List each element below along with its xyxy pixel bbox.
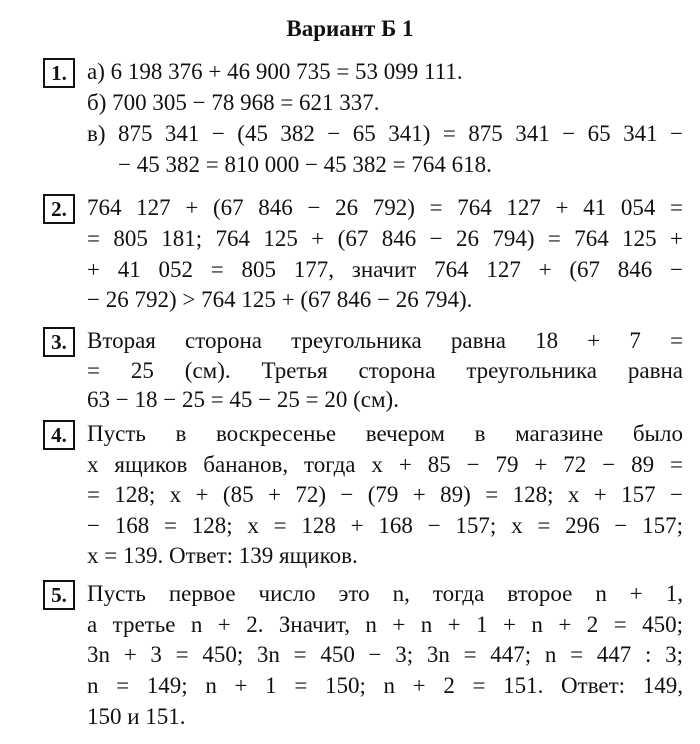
- problem-4-line: = 128; x + (85 + 72) − (79 + 89) = 128; x + 157 −: [87, 482, 683, 507]
- problem-number-5: 5.: [43, 580, 75, 610]
- problem-4-line: x ящиков бананов, тогда x + 85 − 79 + 72 − 89 =: [87, 452, 683, 477]
- problem-5-line: Пусть первое число это n, тогда второе n + 1,: [87, 581, 683, 606]
- problem-number-2: 2.: [43, 194, 75, 224]
- problem-1-line: в) 875 341 − (45 382 − 65 341) = 875 341 − 65 341 −: [87, 121, 683, 146]
- problem-number-3: 3.: [43, 327, 75, 357]
- problem-5-line: n = 149; n + 1 = 150; n + 2 = 151. Ответ: 149,: [87, 673, 683, 698]
- problem-number-1: 1.: [43, 58, 75, 88]
- problem-3-line: = 25 (см). Третья сторона треугольника равна: [87, 358, 683, 383]
- problem-4-line: Пусть в воскресенье вечером в магазине было: [87, 421, 683, 446]
- problem-4-line: x = 139. Ответ: 139 ящиков.: [87, 543, 358, 568]
- problem-number-4: 4.: [43, 420, 75, 450]
- problem-1-line: а) 6 198 376 + 46 900 735 = 53 099 111.: [87, 59, 463, 84]
- problem-2-line: = 805 181; 764 125 + (67 846 − 26 794) = 764 125 +: [87, 226, 683, 251]
- problem-2-line: 764 127 + (67 846 − 26 792) = 764 127 + 41 054 =: [87, 195, 683, 220]
- problem-3-line: Вторая сторона треугольника равна 18 + 7 =: [87, 328, 683, 353]
- problem-5-line: 3n + 3 = 450; 3n = 450 − 3; 3n = 447; n = 447 : 3;: [87, 642, 683, 667]
- problem-1-line: б) 700 305 − 78 968 = 621 337.: [87, 90, 380, 115]
- problem-2-line: + 41 052 = 805 177, значит 764 127 + (67 846 −: [87, 257, 683, 282]
- problem-3-line: 63 − 18 − 25 = 45 − 25 = 20 (см).: [87, 387, 399, 412]
- problem-1-line: − 45 382 = 810 000 − 45 382 = 764 618.: [118, 152, 492, 177]
- problem-4-line: − 168 = 128; x = 128 + 168 − 157; x = 296 − 157;: [87, 513, 683, 538]
- problem-5-line: а третье n + 2. Значит, n + n + 1 + n + 2 = 450;: [87, 612, 683, 637]
- problem-5-line: 150 и 151.: [87, 704, 186, 729]
- problem-2-line: − 26 792) > 764 125 + (67 846 − 26 794).: [87, 287, 473, 312]
- page-title: Вариант Б 1: [286, 16, 414, 41]
